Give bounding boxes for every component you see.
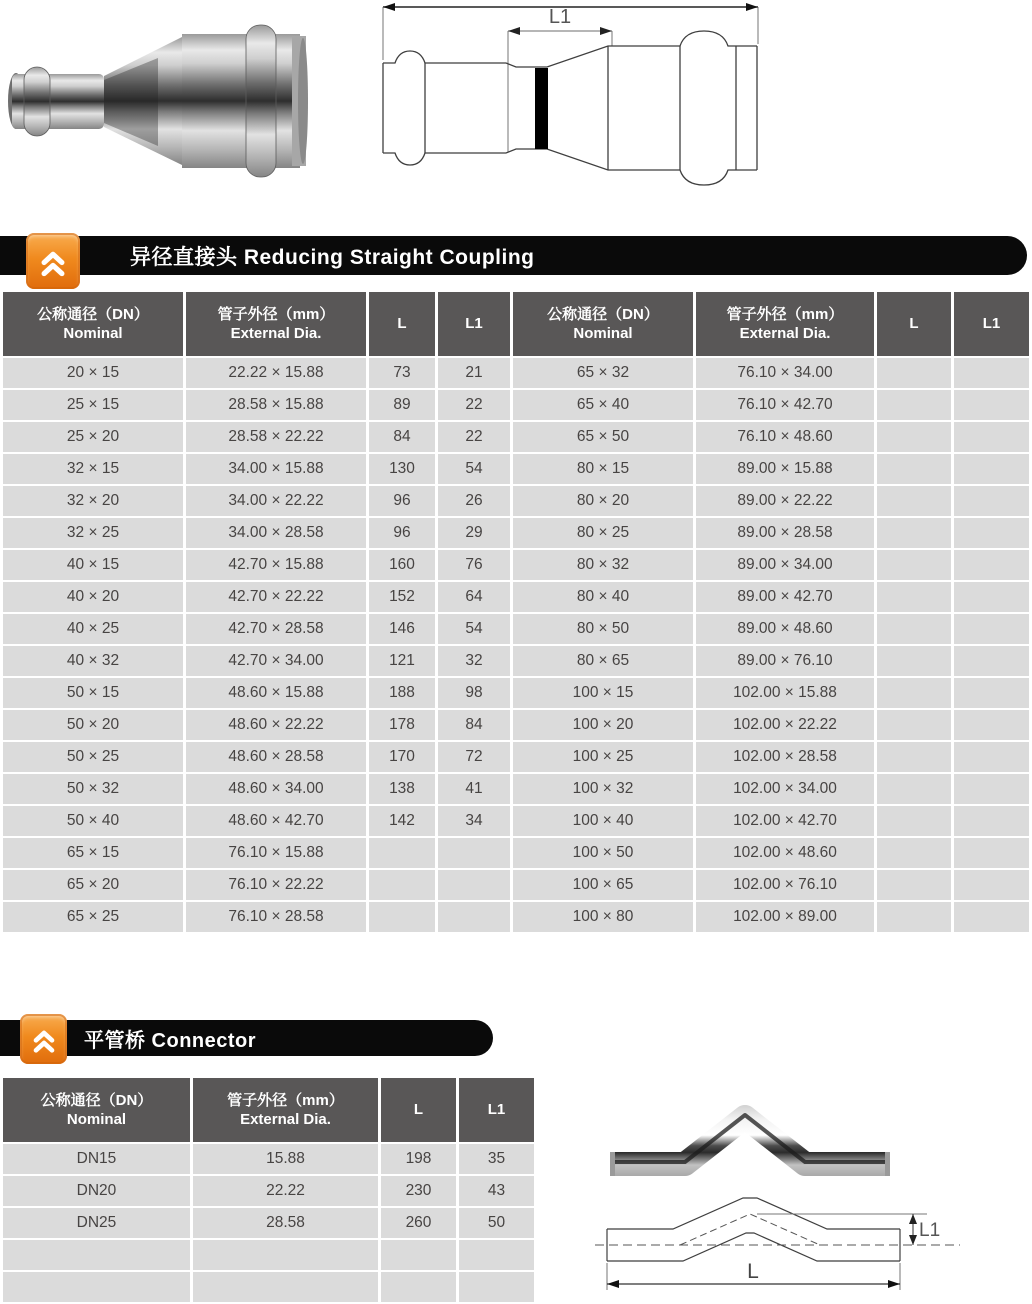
arrowhead bbox=[746, 3, 758, 11]
table-cell: 152 bbox=[369, 582, 435, 612]
table-row bbox=[3, 614, 1029, 644]
table-cell: 25 × 15 bbox=[3, 390, 183, 420]
table-cell: 15.88 bbox=[193, 1144, 378, 1174]
table-cell: 89.00 × 15.88 bbox=[696, 454, 874, 484]
table-cell: 160 bbox=[369, 550, 435, 580]
table-cell bbox=[877, 454, 951, 484]
reducing-coupling-drawing bbox=[378, 0, 763, 192]
table-cell bbox=[369, 902, 435, 932]
table-cell: 32 × 15 bbox=[3, 454, 183, 484]
table-cell: 121 bbox=[369, 646, 435, 676]
table-cell bbox=[954, 710, 1029, 740]
table-cell: 35 bbox=[459, 1144, 534, 1174]
table-cell: 65 × 20 bbox=[3, 870, 183, 900]
table-cell: 89.00 × 28.58 bbox=[696, 518, 874, 548]
table-cell: 178 bbox=[369, 710, 435, 740]
table-cell: 65 × 15 bbox=[3, 838, 183, 868]
table-cell: 130 bbox=[369, 454, 435, 484]
marking-band bbox=[535, 68, 548, 149]
table-cell: 65 × 25 bbox=[3, 902, 183, 932]
table-cell: DN20 bbox=[3, 1176, 190, 1206]
table-cell: 80 × 65 bbox=[513, 646, 693, 676]
table-cell: 80 × 15 bbox=[513, 454, 693, 484]
table-cell bbox=[954, 486, 1029, 516]
table-cell bbox=[954, 806, 1029, 836]
table-row bbox=[3, 902, 1029, 932]
table-cell bbox=[877, 582, 951, 612]
arrowhead bbox=[909, 1235, 917, 1245]
table-cell bbox=[954, 614, 1029, 644]
table-cell bbox=[438, 902, 510, 932]
reducing-coupling-photo bbox=[8, 22, 308, 182]
table-cell bbox=[954, 646, 1029, 676]
table-cell: 100 × 40 bbox=[513, 806, 693, 836]
socket-opening bbox=[298, 38, 308, 164]
table-cell bbox=[877, 806, 951, 836]
table-cell: 100 × 50 bbox=[513, 838, 693, 868]
l-dimension-label: L bbox=[747, 1260, 759, 1283]
table-cell: DN15 bbox=[3, 1144, 190, 1174]
table-cell: 40 × 32 bbox=[3, 646, 183, 676]
table-cell: 34.00 × 28.58 bbox=[186, 518, 366, 548]
table-cell: 50 × 20 bbox=[3, 710, 183, 740]
header-row bbox=[3, 292, 1029, 356]
table-row bbox=[3, 806, 1029, 836]
table-row bbox=[3, 550, 1029, 580]
table-cell: 100 × 80 bbox=[513, 902, 693, 932]
arrowhead bbox=[888, 1280, 900, 1288]
table-cell: 34.00 × 22.22 bbox=[186, 486, 366, 516]
chevron-up-glyph bbox=[26, 1021, 62, 1057]
table-cell bbox=[954, 902, 1029, 932]
part-outline bbox=[607, 1198, 900, 1261]
table-cell: 42.70 × 15.88 bbox=[186, 550, 366, 580]
table-cell: 84 bbox=[438, 710, 510, 740]
col-header-nominal: 公称通径（DN） Nominal bbox=[3, 1078, 190, 1142]
table-cell: 76.10 × 34.00 bbox=[696, 358, 874, 388]
section-title: 异径直接头 Reducing Straight Coupling bbox=[130, 245, 535, 269]
table-cell: 41 bbox=[438, 774, 510, 804]
table-cell: 100 × 65 bbox=[513, 870, 693, 900]
table-cell: 80 × 20 bbox=[513, 486, 693, 516]
table-cell: 89 bbox=[369, 390, 435, 420]
table-cell bbox=[438, 838, 510, 868]
table-cell: 188 bbox=[369, 678, 435, 708]
table-row bbox=[3, 422, 1029, 452]
table-row bbox=[3, 358, 1029, 388]
table-cell: 48.60 × 15.88 bbox=[186, 678, 366, 708]
connector-photo bbox=[600, 1092, 900, 1188]
table-cell: 142 bbox=[369, 806, 435, 836]
table-cell bbox=[877, 902, 951, 932]
table-cell bbox=[877, 646, 951, 676]
table-cell bbox=[877, 422, 951, 452]
table-cell: 40 × 15 bbox=[3, 550, 183, 580]
col-header-nominal: 公称通径（DN） Nominal bbox=[3, 292, 183, 356]
table-cell: 260 bbox=[381, 1208, 456, 1238]
table-cell: 22 bbox=[438, 422, 510, 452]
arrowhead bbox=[383, 3, 395, 11]
reducing-coupling-spec-table bbox=[0, 290, 1032, 934]
table-cell: 32 bbox=[438, 646, 510, 676]
table-cell bbox=[954, 550, 1029, 580]
table-cell: 102.00 × 76.10 bbox=[696, 870, 874, 900]
col-header-l: L bbox=[381, 1078, 456, 1142]
table-cell bbox=[954, 582, 1029, 612]
table-cell bbox=[381, 1240, 456, 1270]
table-cell: 54 bbox=[438, 454, 510, 484]
table-cell: 76.10 × 22.22 bbox=[186, 870, 366, 900]
table-cell bbox=[954, 390, 1029, 420]
table-cell: 22 bbox=[438, 390, 510, 420]
table-cell: 80 × 32 bbox=[513, 550, 693, 580]
table-cell: 76 bbox=[438, 550, 510, 580]
connector-drawing bbox=[595, 1188, 1032, 1298]
table-cell: 89.00 × 34.00 bbox=[696, 550, 874, 580]
table-cell bbox=[877, 742, 951, 772]
table-cell: 34.00 × 15.88 bbox=[186, 454, 366, 484]
table-cell: 72 bbox=[438, 742, 510, 772]
table-cell bbox=[954, 678, 1029, 708]
table-cell: 230 bbox=[381, 1176, 456, 1206]
table-cell bbox=[438, 870, 510, 900]
table-cell bbox=[954, 870, 1029, 900]
table-cell bbox=[369, 870, 435, 900]
part-outline bbox=[383, 31, 757, 185]
table-cell: 100 × 15 bbox=[513, 678, 693, 708]
table-cell: 50 bbox=[459, 1208, 534, 1238]
header-row bbox=[3, 1078, 534, 1142]
table-cell: 80 × 40 bbox=[513, 582, 693, 612]
table-cell: 198 bbox=[381, 1144, 456, 1174]
table-cell bbox=[877, 518, 951, 548]
table-cell bbox=[954, 518, 1029, 548]
table-row bbox=[3, 1144, 534, 1174]
table-cell: 96 bbox=[369, 518, 435, 548]
table-cell: 48.60 × 42.70 bbox=[186, 806, 366, 836]
table-cell: 28.58 × 15.88 bbox=[186, 390, 366, 420]
small-press-bead bbox=[24, 67, 50, 136]
table-cell: 50 × 15 bbox=[3, 678, 183, 708]
table-row bbox=[3, 582, 1029, 612]
table-cell: 89.00 × 42.70 bbox=[696, 582, 874, 612]
table-cell: 64 bbox=[438, 582, 510, 612]
table-cell: 26 bbox=[438, 486, 510, 516]
table-cell bbox=[877, 614, 951, 644]
table-cell: 100 × 20 bbox=[513, 710, 693, 740]
table-row bbox=[3, 774, 1029, 804]
table-row bbox=[3, 678, 1029, 708]
table-cell: 48.60 × 28.58 bbox=[186, 742, 366, 772]
table-cell: 28.58 bbox=[193, 1208, 378, 1238]
double-chevron-icon bbox=[20, 1014, 67, 1064]
section-banner-connector bbox=[0, 1020, 493, 1056]
table-cell: 54 bbox=[438, 614, 510, 644]
table-cell: 50 × 32 bbox=[3, 774, 183, 804]
arrowhead bbox=[508, 27, 520, 35]
table-cell bbox=[369, 838, 435, 868]
double-chevron-icon bbox=[26, 233, 80, 289]
table-cell bbox=[877, 486, 951, 516]
arrowhead bbox=[600, 27, 612, 35]
table-row bbox=[3, 1240, 534, 1270]
table-cell: 102.00 × 42.70 bbox=[696, 806, 874, 836]
table-cell: 170 bbox=[369, 742, 435, 772]
table-cell: 20 × 15 bbox=[3, 358, 183, 388]
table-cell: 22.22 bbox=[193, 1176, 378, 1206]
col-header-l: L bbox=[877, 292, 951, 356]
table-cell: 89.00 × 76.10 bbox=[696, 646, 874, 676]
table-cell: 73 bbox=[369, 358, 435, 388]
table-cell: 50 × 25 bbox=[3, 742, 183, 772]
table-row bbox=[3, 454, 1029, 484]
table-cell: 29 bbox=[438, 518, 510, 548]
table-cell bbox=[954, 742, 1029, 772]
large-press-bead bbox=[246, 25, 276, 177]
table-cell: 102.00 × 28.58 bbox=[696, 742, 874, 772]
table-cell bbox=[877, 774, 951, 804]
col-header-l1: L1 bbox=[459, 1078, 534, 1142]
table-cell bbox=[954, 358, 1029, 388]
section-title: 平管桥 Connector bbox=[84, 1029, 257, 1052]
table-cell: 50 × 40 bbox=[3, 806, 183, 836]
table-cell bbox=[877, 678, 951, 708]
table-cell: 34 bbox=[438, 806, 510, 836]
table-cell bbox=[3, 1240, 190, 1270]
arrowhead bbox=[909, 1214, 917, 1224]
table-cell: 76.10 × 15.88 bbox=[186, 838, 366, 868]
table-row bbox=[3, 486, 1029, 516]
table-row bbox=[3, 390, 1029, 420]
table-cell: DN25 bbox=[3, 1208, 190, 1238]
table-cell bbox=[193, 1240, 378, 1270]
table-cell bbox=[877, 390, 951, 420]
table-cell bbox=[954, 454, 1029, 484]
table-cell: 28.58 × 22.22 bbox=[186, 422, 366, 452]
l1-dimension-label: L1 bbox=[548, 6, 572, 28]
table-row bbox=[3, 1176, 534, 1206]
table-cell: 89.00 × 48.60 bbox=[696, 614, 874, 644]
table-cell: 65 × 40 bbox=[513, 390, 693, 420]
table-cell bbox=[877, 870, 951, 900]
col-header-external-dia: 管子外径（mm） External Dia. bbox=[186, 292, 366, 356]
table-row bbox=[3, 518, 1029, 548]
table-cell: 22.22 × 15.88 bbox=[186, 358, 366, 388]
table-cell: 84 bbox=[369, 422, 435, 452]
col-header-external-dia: 管子外径（mm） External Dia. bbox=[193, 1078, 378, 1142]
table-cell: 42.70 × 28.58 bbox=[186, 614, 366, 644]
table-cell: 98 bbox=[438, 678, 510, 708]
table-row bbox=[3, 646, 1029, 676]
arrowhead bbox=[607, 1280, 619, 1288]
table-row bbox=[3, 1208, 534, 1238]
table-row bbox=[3, 870, 1029, 900]
table-row bbox=[3, 742, 1029, 772]
col-header-l: L bbox=[369, 292, 435, 356]
table-cell: 102.00 × 34.00 bbox=[696, 774, 874, 804]
table-cell bbox=[954, 838, 1029, 868]
table-cell: 42.70 × 22.22 bbox=[186, 582, 366, 612]
col-header-external-dia: 管子外径（mm） External Dia. bbox=[696, 292, 874, 356]
col-header-nominal: 公称通径（DN） Nominal bbox=[513, 292, 693, 356]
table-cell: 76.10 × 48.60 bbox=[696, 422, 874, 452]
extension-lines bbox=[383, 7, 758, 152]
col-header-l1: L1 bbox=[438, 292, 510, 356]
pipe-end-right bbox=[885, 1152, 890, 1176]
table-cell: 42.70 × 34.00 bbox=[186, 646, 366, 676]
table-cell: 25 × 20 bbox=[3, 422, 183, 452]
table-cell bbox=[877, 550, 951, 580]
section-banner-reducing-coupling bbox=[0, 236, 1027, 275]
table-cell: 80 × 25 bbox=[513, 518, 693, 548]
cone-shadow bbox=[104, 58, 158, 146]
table-row bbox=[3, 838, 1029, 868]
table-cell: 48.60 × 22.22 bbox=[186, 710, 366, 740]
col-header-l1: L1 bbox=[954, 292, 1029, 356]
table-cell: 76.10 × 42.70 bbox=[696, 390, 874, 420]
table-cell bbox=[877, 838, 951, 868]
table-cell: 100 × 25 bbox=[513, 742, 693, 772]
bent-pipe-body bbox=[612, 1117, 888, 1164]
table-cell: 102.00 × 89.00 bbox=[696, 902, 874, 932]
table-cell bbox=[954, 422, 1029, 452]
pipe-end-left bbox=[610, 1152, 615, 1176]
table-row bbox=[3, 710, 1029, 740]
table-cell: 32 × 25 bbox=[3, 518, 183, 548]
table-cell: 100 × 32 bbox=[513, 774, 693, 804]
table-cell: 138 bbox=[369, 774, 435, 804]
table-cell bbox=[459, 1240, 534, 1270]
table-cell: 21 bbox=[438, 358, 510, 388]
table-cell: 65 × 50 bbox=[513, 422, 693, 452]
table-cell: 76.10 × 28.58 bbox=[186, 902, 366, 932]
table-cell: 48.60 × 34.00 bbox=[186, 774, 366, 804]
table-cell: 65 × 32 bbox=[513, 358, 693, 388]
table-cell: 102.00 × 15.88 bbox=[696, 678, 874, 708]
table-cell bbox=[954, 774, 1029, 804]
table-cell: 102.00 × 22.22 bbox=[696, 710, 874, 740]
table-cell bbox=[877, 710, 951, 740]
table-cell: 89.00 × 22.22 bbox=[696, 486, 874, 516]
table-cell: 43 bbox=[459, 1176, 534, 1206]
table-cell: 80 × 50 bbox=[513, 614, 693, 644]
table-cell: 32 × 20 bbox=[3, 486, 183, 516]
large-body bbox=[182, 34, 300, 168]
table-cell: 40 × 25 bbox=[3, 614, 183, 644]
table-cell: 102.00 × 48.60 bbox=[696, 838, 874, 868]
chevron-up-glyph bbox=[33, 241, 73, 281]
table-cell: 96 bbox=[369, 486, 435, 516]
l1-dimension-label: L1 bbox=[919, 1220, 941, 1241]
table-cell bbox=[877, 358, 951, 388]
connector-spec-table bbox=[0, 1076, 537, 1304]
table-cell: 146 bbox=[369, 614, 435, 644]
table-cell: 40 × 20 bbox=[3, 582, 183, 612]
